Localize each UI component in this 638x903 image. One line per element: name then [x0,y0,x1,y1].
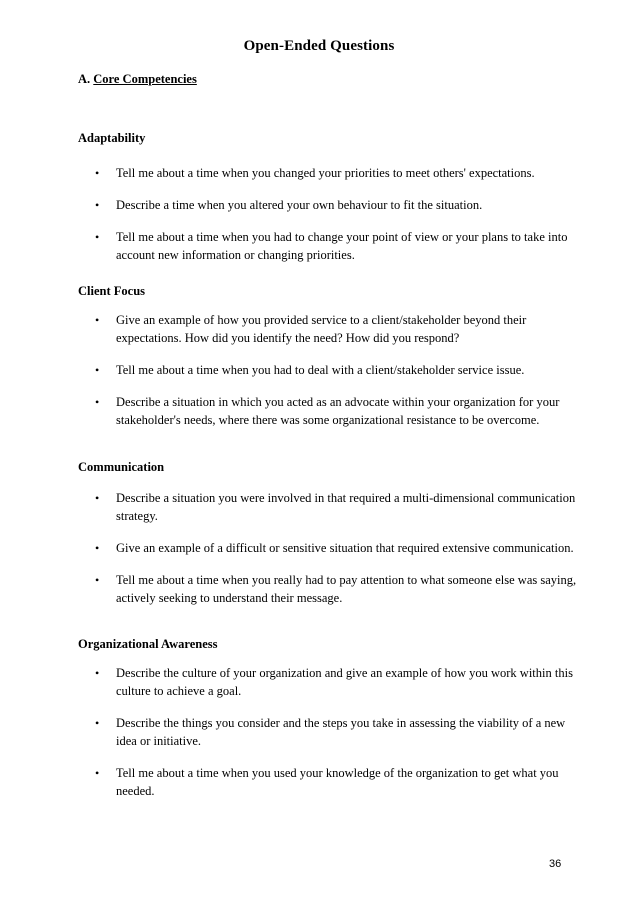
question-text: Tell me about a time when you changed your priorities to meet others' expectations. [116,166,535,180]
bullet-icon: • [95,573,100,587]
section-group-title: Core Competencies [93,72,197,86]
question-text: Tell me about a time when you really had to pay attention to what someone else was saying, actively seeking to understand their message. [116,573,577,605]
bullet-icon: • [95,491,100,505]
question-text: Give an example of how you provided service to a client/stakeholder beyond their expectations. How did you identify the need? How did you respond? [116,313,527,345]
list-item [78,393,578,429]
list-item [78,361,578,379]
section-group-prefix: A. [78,72,94,86]
section-adaptability [78,130,578,264]
section-heading: Organizational Awareness [78,637,218,651]
bullet-icon: • [95,716,100,730]
bullet-icon: • [95,198,100,212]
list-item [78,311,578,347]
page-number: 36 [549,858,562,870]
question-list [78,489,578,607]
question-text: Describe the culture of your organization and give an example of how you work within this culture to achieve a goal. [116,666,573,698]
question-text: Tell me about a time when you had to deal with a client/stakeholder service issue. [116,363,525,377]
list-item [78,164,578,182]
bullet-icon: • [95,666,100,680]
bullet-icon: • [95,166,100,180]
question-text: Describe the things you consider and the steps you take in assessing the viability of a new idea or initiative. [116,716,566,748]
question-text: Describe a situation in which you acted as an advocate within your organization for your stakeholder's needs, where there was some organizational resistance to be overcome. [116,395,560,427]
section-organizational-awareness [78,636,578,800]
question-text: Describe a time when you altered your own behaviour to fit the situation. [116,198,483,212]
list-item [78,489,578,525]
section-heading: Client Focus [78,284,146,298]
list-item [78,196,578,214]
section-client-focus [78,283,578,429]
question-text: Tell me about a time when you used your knowledge of the organization to get what you needed. [116,766,559,798]
question-list [78,311,578,429]
question-text: Describe a situation you were involved in that required a multi-dimensional communication strategy. [116,491,576,523]
bullet-icon: • [95,230,100,244]
bullet-icon: • [95,541,100,555]
section-communication [78,459,578,607]
question-list [78,164,578,264]
bullet-icon: • [95,766,100,780]
section-group-heading [78,71,197,87]
question-text: Give an example of a difficult or sensitive situation that required extensive communication. [116,541,574,555]
list-item [78,764,578,800]
list-item [78,714,578,750]
question-list [78,664,578,800]
bullet-icon: • [95,363,100,377]
section-heading: Communication [78,460,165,474]
list-item [78,664,578,700]
question-text: Tell me about a time when you had to change your point of view or your plans to take into account new information or changing priorities. [116,230,568,262]
list-item [78,539,578,557]
bullet-icon: • [95,395,100,409]
bullet-icon: • [95,313,100,327]
list-item [78,228,578,264]
section-heading: Adaptability [78,131,146,145]
list-item [78,571,578,607]
page-title: Open-Ended Questions [243,38,395,54]
